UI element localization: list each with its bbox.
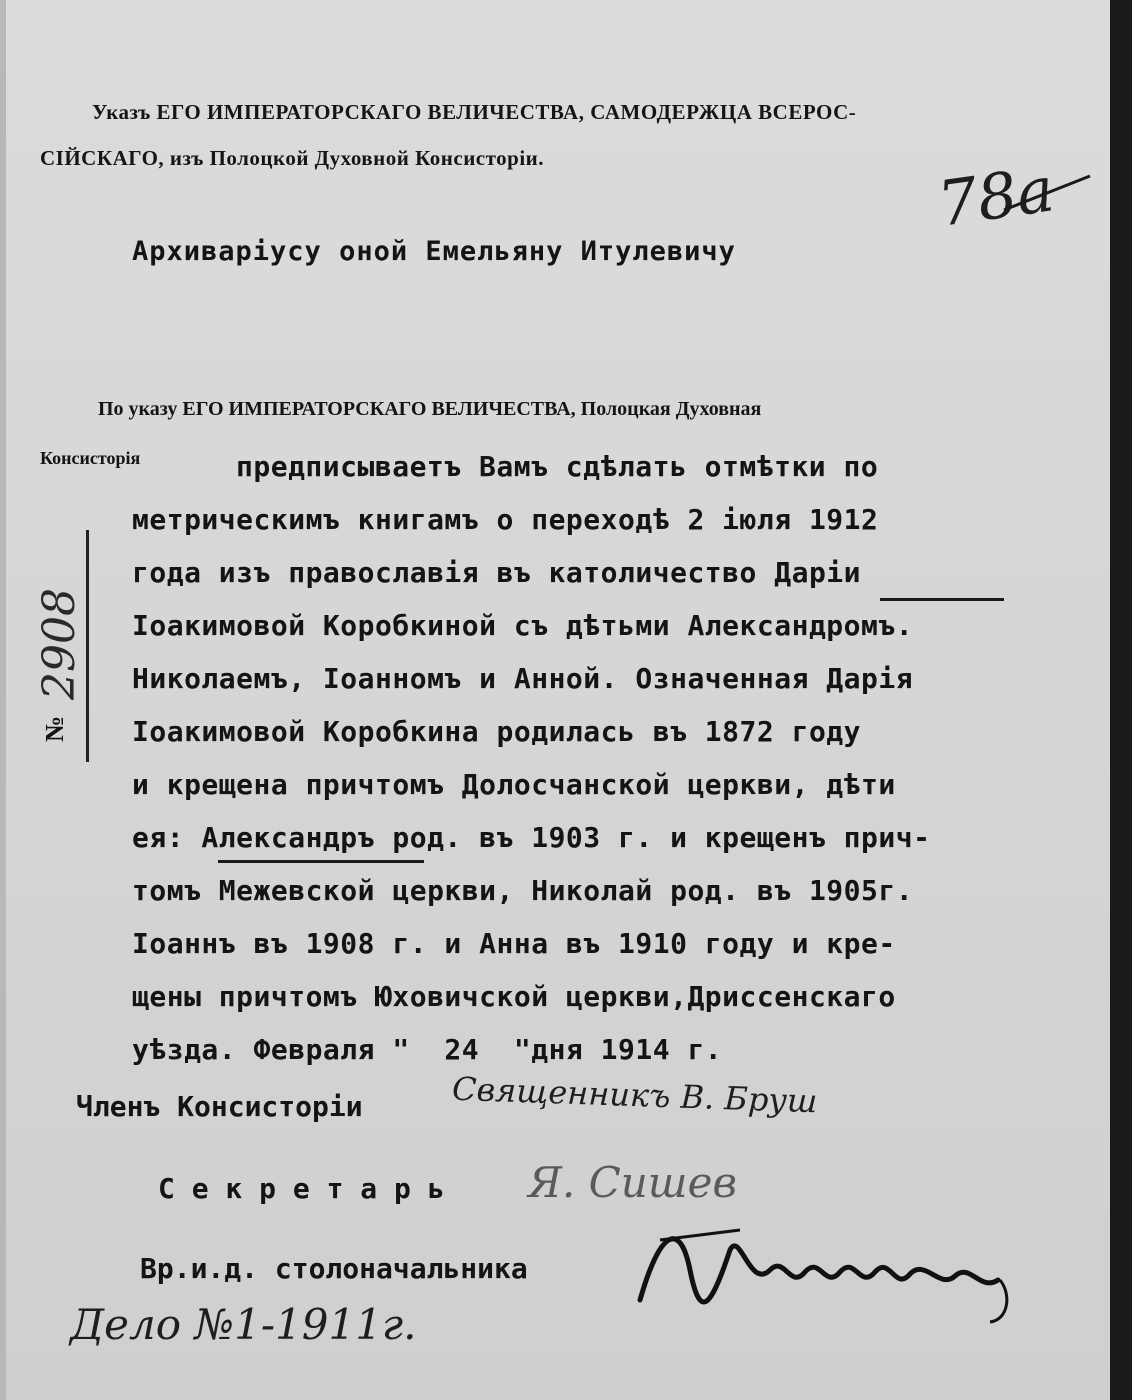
scan-border — [1110, 0, 1132, 1400]
order-intro-continued: Консисторія — [40, 448, 141, 468]
underline-aleksandr — [218, 860, 424, 863]
body-line-11: щены причтомъ Юховичской церкви,Дриссенскаго — [132, 980, 896, 1013]
body-line-3: года изъ православія въ католичество Даріи — [132, 556, 862, 589]
clerk-label: Вр.и.д. столоначальника — [140, 1252, 528, 1285]
header-line-1: Указъ ЕГО ИМПЕРАТОРСКАГО ВЕЛИЧЕСТВА, САМОДЕРЖЦА ВСЕРОС- — [92, 100, 857, 124]
margin-number: 2908 — [34, 588, 85, 700]
corner-mark-stroke — [1000, 170, 1100, 220]
body-line-10: Іоаннъ въ 1908 г. и Анна въ 1910 году и кре- — [132, 927, 896, 960]
secretary-label: С е к р е т а р ь — [158, 1172, 445, 1205]
clerk-signature — [620, 1210, 1020, 1330]
body-line-1: предписываетъ Вамъ сдѣлать отмѣтки по — [236, 450, 879, 483]
body-line-8: ея: Александръ род. въ 1903 г. и крещенъ прич- — [132, 821, 931, 854]
body-line-5: Николаемъ, Іоанномъ и Анной. Означенная Дарія — [132, 662, 914, 695]
body-line-9: томъ Межевской церкви, Николай род. въ 1905г. — [132, 874, 914, 907]
body-line-7: и крещена причтомъ Долосчанской церкви, дѣти — [132, 768, 896, 801]
order-intro: По указу ЕГО ИМПЕРАТОРСКАГО ВЕЛИЧЕСТВА, Полоцкая Духовная — [98, 398, 762, 420]
addressee-line: Архиваріусу оной Емельяну Итулевичу — [132, 236, 736, 267]
header-line-2: СІЙСКАГО, изъ Полоцкой Духовной Консисторіи. — [40, 146, 545, 170]
case-number-note: Дело №1-1911г. — [70, 1300, 417, 1349]
page-left-edge — [0, 0, 6, 1400]
underline-darii — [880, 598, 1004, 601]
member-label: Членъ Консисторіи — [76, 1090, 363, 1123]
body-line-4: Іоакимовой Коробкиной съ дѣтьми Александромъ. — [132, 609, 914, 642]
number-sign: № — [40, 715, 69, 742]
margin-rule — [86, 530, 89, 762]
body-line-12: уѣзда. Февраля " 24 "дня 1914 г. — [132, 1033, 723, 1066]
secretary-signature: Я. Сишев — [528, 1158, 737, 1207]
member-signature: Священникъ В. Бруш — [451, 1069, 818, 1121]
body-line-2: метрическимъ книгамъ о переходѣ 2 іюля 1912 — [132, 503, 879, 536]
corner-mark: 78a — [933, 152, 1059, 241]
body-line-6: Іоакимовой Коробкина родилась въ 1872 году — [132, 715, 862, 748]
